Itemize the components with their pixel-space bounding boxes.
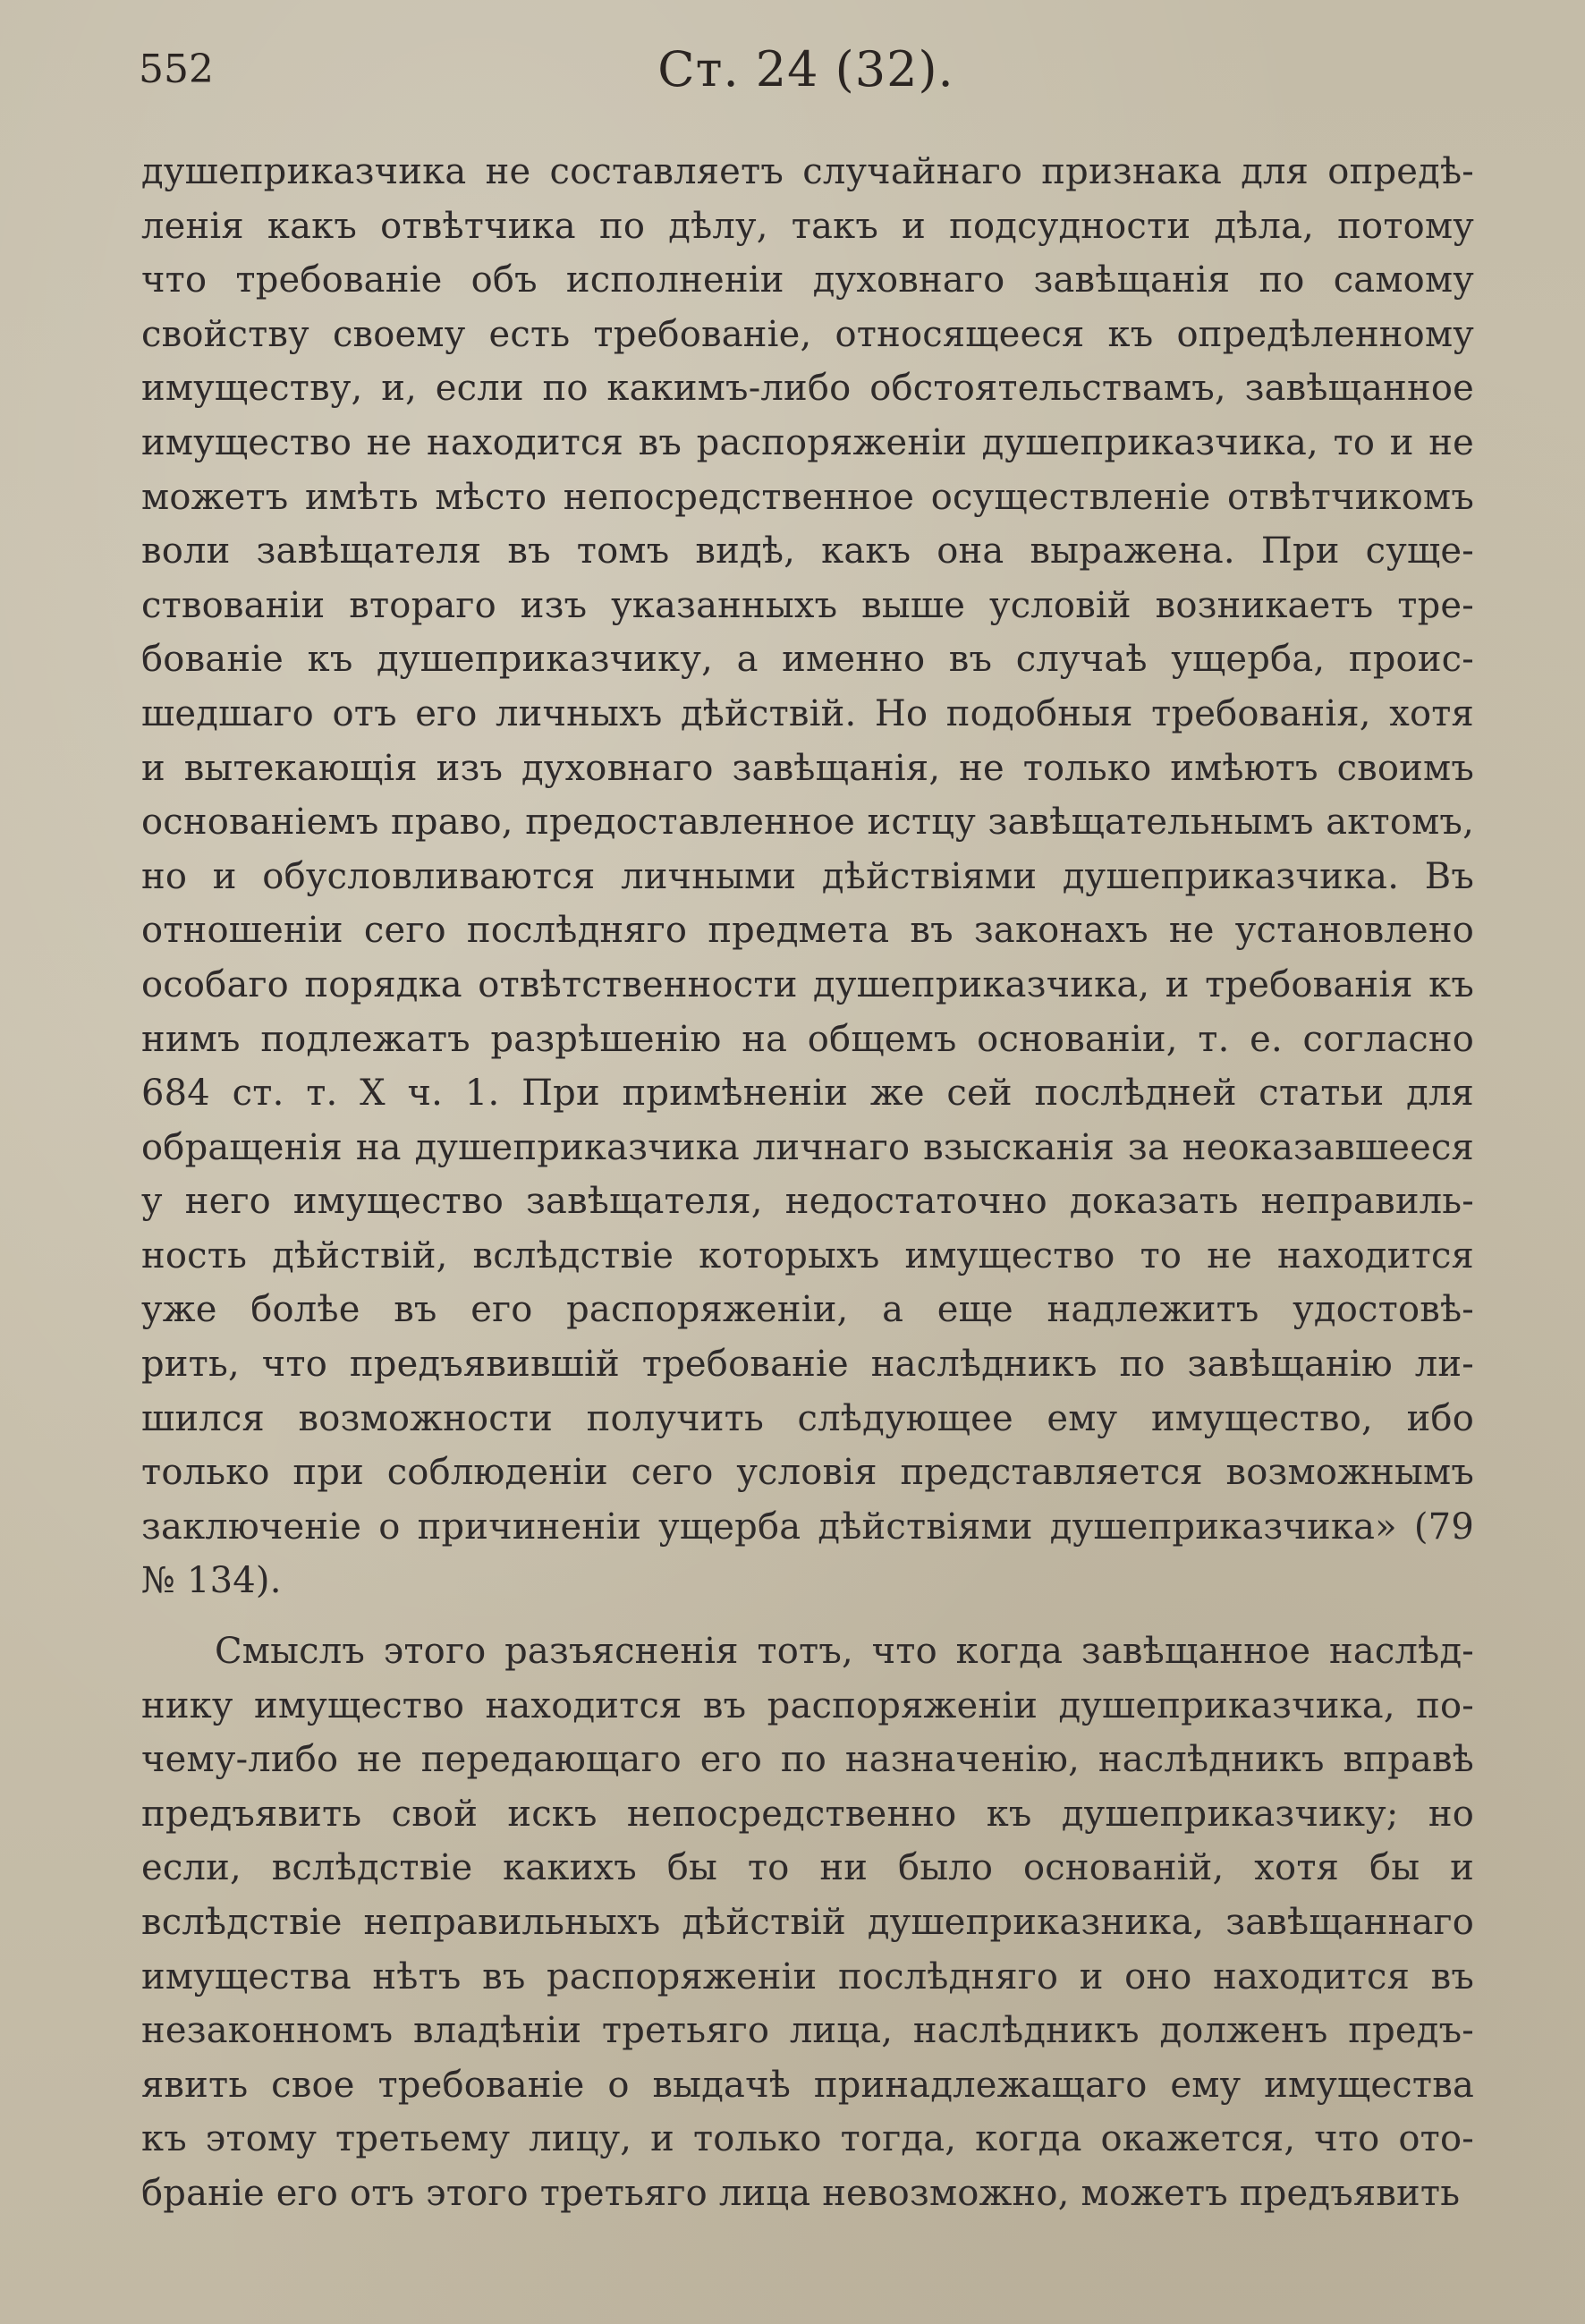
text-line: нику имущество находится въ распоряженіи душеприказчика, по- [141, 1684, 1474, 1726]
text-line: душеприказчика не составляетъ случайнаго признака для опредѣ- [141, 151, 1474, 192]
paragraph-1 [141, 145, 1474, 1608]
paragraph-2 [141, 1624, 1474, 2221]
text-line: обращенія на душеприказчика личнаго взысканія за неоказавшееся [141, 1126, 1474, 1168]
text-line: 684 ст. т. X ч. 1. При примѣненіи же сей послѣдней статьи для [141, 1073, 1474, 1115]
text-line: браніе его отъ этого третьяго лица невозможно, можетъ предъявить [141, 2172, 1461, 2214]
text-line: если, вслѣдствіе какихъ бы то ни было основаній, хотя бы и [141, 1847, 1474, 1889]
text-line: свойству своему есть требованіе, относящееся къ опредѣленному [141, 313, 1474, 355]
text-line: имущество не находится въ распоряженіи душеприказчика, то и не [141, 421, 1474, 463]
text-line: ствованіи втораго изъ указанныхъ выше условій возникаетъ тре- [141, 584, 1474, 626]
text-line: что требованіе объ исполненіи духовнаго завѣщанія по самому [141, 259, 1474, 301]
text-line: № 134). [141, 1560, 282, 1602]
text-line: къ этому третьему лицу, и только тогда, когда окажется, что ото- [141, 2118, 1474, 2160]
body-text [141, 145, 1474, 2221]
text-line: ность дѣйствій, вслѣдствіе которыхъ имущество то не находится [141, 1234, 1474, 1277]
running-head: Ст. 24 (32). [657, 41, 954, 98]
text-line: нимъ подлежатъ разрѣшенію на общемъ основаніи, т. е. согласно [141, 1018, 1474, 1060]
text-line: заключеніе о причиненіи ущерба дѣйствіями душеприказчика» (79 [141, 1506, 1474, 1548]
text-line: основаніемъ право, предоставленное истцу завѣщательнымъ актомъ, [141, 802, 1474, 844]
page-number: 552 [139, 47, 214, 92]
text-line: у него имущество завѣщателя, недостаточно доказать неправиль- [141, 1181, 1474, 1223]
text-line: бованіе къ душеприказчику, а именно въ случаѣ ущерба, проис- [141, 639, 1474, 681]
text-line: имуществу, и, если по какимъ-либо обстоятельствамъ, завѣщанное [141, 368, 1474, 410]
text-line: отношеніи сего послѣдняго предмета въ законахъ не установлено [141, 910, 1474, 952]
text-line: ленія какъ отвѣтчика по дѣлу, такъ и подсудности дѣла, потому [141, 205, 1474, 247]
text-line: незаконномъ владѣніи третьяго лица, наслѣдникъ долженъ предъ- [141, 2010, 1474, 2052]
text-line: чему-либо не передающаго его по назначенію, наслѣдникъ вправѣ [141, 1739, 1474, 1781]
text-line: только при соблюденіи сего условія представляется возможнымъ [141, 1452, 1474, 1494]
text-line: воли завѣщателя въ томъ видѣ, какъ она выражена. При суще- [141, 530, 1474, 573]
page-header [139, 36, 1473, 107]
text-line: явить свое требованіе о выдачѣ принадлежащаго ему имущества [141, 2064, 1474, 2106]
text-line: можетъ имѣть мѣсто непосредственное осуществленіе отвѣтчикомъ [141, 476, 1474, 518]
text-line: но и обусловливаются личными дѣйствіями душеприказчика. Въ [141, 855, 1474, 897]
text-line: и вытекающія изъ духовнаго завѣщанія, не только имѣютъ своимъ [141, 747, 1474, 789]
text-line: предъявить свой искъ непосредственно къ душеприказчику; но [141, 1793, 1474, 1835]
text-line: шился возможности получить слѣдующее ему имущество, ибо [141, 1397, 1474, 1439]
text-line: шедшаго отъ его личныхъ дѣйствій. Но подобныя требованія, хотя [141, 692, 1474, 734]
text-line: имущества нѣтъ въ распоряженіи послѣдняго и оно находится въ [141, 1955, 1474, 1997]
text-line: вслѣдствіе неправильныхъ дѣйствій душеприказника, завѣщаннаго [141, 1902, 1474, 1943]
text-line: уже болѣе въ его распоряженіи, а еще надлежитъ удостовѣ- [141, 1289, 1474, 1331]
paragraph-gap [141, 1608, 1474, 1624]
text-line: Смыслъ этого разъясненія тотъ, что когда завѣщанное наслѣд- [215, 1631, 1474, 1673]
text-line: рить, что предъявившій требованіе наслѣдникъ по завѣщанію ли- [141, 1344, 1474, 1386]
text-line: особаго порядка отвѣтственности душеприказчика, и требованія къ [141, 963, 1474, 1005]
